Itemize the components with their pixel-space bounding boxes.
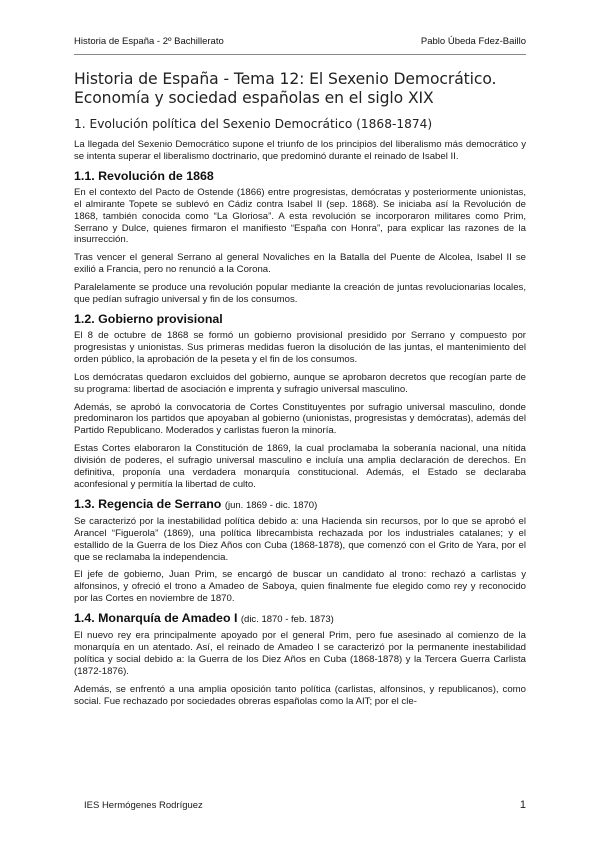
subsection-title: 1.4. Monarquía de Amadeo I <box>74 611 238 626</box>
paragraph: Paralelamente se produce una revolución popular mediante la creación de juntas revolucionarias locales, que pedían sufragio universal y fin de los consumos. <box>74 282 526 306</box>
subsection-heading <box>74 169 526 184</box>
subsection-gobierno-provisional <box>74 312 526 491</box>
footer-school: IES Hermógenes Rodríguez <box>84 800 203 811</box>
paragraph: Además, se enfrentó a una amplia oposición tanto política (carlistas, alfonsinos, y republicanos), como social. Fue rechazado por sociedades obreras españolas como la AIT; por el cle- <box>74 683 526 707</box>
document-body <box>74 70 526 714</box>
subsection-heading <box>74 611 526 627</box>
paragraph: Estas Cortes elaboraron la Constitución de 1869, la cual proclamaba la soberanía nacional, una nítida división de poderes, el sufragio universal masculino e incluía una amplia declaración de derechos. En definitiva, proponía una verdadera monarquía constitucional. Además, el Estado se declaraba aconfesional y permitía la libertad de culto. <box>74 443 526 490</box>
paragraph: El 8 de octubre de 1868 se formó un gobierno provisional presidido por Serrano y compuesto por progresistas y unionistas. Sus primeras medidas fueron la disolución de las juntas, el mantenimiento del orden público, la aprobación de la peseta y el fin de los consumos. <box>74 329 526 365</box>
paragraph: En el contexto del Pacto de Ostende (1866) entre progresistas, demócratas y posteriormente unionistas, el almirante Topete se sublevó en Cádiz contra Isabel II (sep. 1868). Se iniciaba así la Revolución de 1868, también conocida como “La Gloriosa”. A esta revolución se incorporaron militares como Prim, Serrano y Dulce, quienes firmaron el manifiesto “España con Honra”, para explicar las razones de la insurrección. <box>74 186 526 246</box>
subsection-date-range: (dic. 1870 - feb. 1873) <box>240 614 334 626</box>
paragraph: El nuevo rey era principalmente apoyado por el general Prim, pero fue asesinado al comienzo de la monarquía en un atentado. Así, el reinado de Amadeo I se caracterizó por la permanente inestabilidad política y social debido a: la Guerra de los Diez Años en Cuba (1868-1878) y la Tercera Guerra Carlista (1872-1876). <box>74 630 526 677</box>
subsection-regencia-serrano <box>74 497 526 605</box>
section-heading: 1. Evolución política del Sexenio Democrático (1868-1874) <box>74 117 433 131</box>
paragraph: Tras vencer el general Serrano al general Novaliches en la Batalla del Puente de Alcolea, Isabel II se exilió a Francia, pero no renunció a la Corona. <box>74 252 526 276</box>
subsection-amadeo <box>74 611 526 707</box>
subsection-heading <box>74 312 526 327</box>
page-footer <box>74 800 526 814</box>
subsection-title: 1.3. Regencia de Serrano <box>74 496 222 511</box>
page-header <box>74 36 526 50</box>
paragraph: El jefe de gobierno, Juan Prim, se encargó de buscar un candidato al trono: rechazó a carlistas y alfonsinos, y ofreció el trono a Amadeo de Saboya, quien finalmente fue elegido como rey y reconocido por las Cortes en noviembre de 1870. <box>74 569 526 605</box>
section-intro: La llegada del Sexenio Democrático supone el triunfo de los principios del liberalismo más democrático y se intenta superar el liberalismo doctrinario, que predominó durante el reinado de Isabel II. <box>74 139 526 162</box>
paragraph: Se caracterizó por la inestabilidad política debido a: una Hacienda sin recursos, por lo que se aprobó el Arancel “Figuerola” (1869), una política librecambista rechazada por los industriales catalanes; y el estallido de la Guerra de los Diez Años con Cuba (1868-1878), que comenzó con el Grito de Yara, por el que se reclamaba la independencia. <box>74 515 526 563</box>
header-course: Historia de España - 2º Bachillerato <box>74 36 224 47</box>
subsection-title: 1.1. Revolución de 1868 <box>74 168 214 183</box>
header-divider <box>74 54 526 55</box>
subsection-revolucion <box>74 169 526 306</box>
header-author: Pablo Úbeda Fdez-Baillo <box>420 36 526 47</box>
page-number: 1 <box>519 799 526 811</box>
paragraph: Además, se aprobó la convocatoria de Cortes Constituyentes por sufragio universal masculino, donde predominaron los partidos que apoyaban al gobierno (unionistas, progresistas y demócratas), además del Partido Republicano. Moderados y carlistas fueron la minoría. <box>74 401 526 437</box>
subsection-title: 1.2. Gobierno provisional <box>74 311 223 326</box>
subsection-heading <box>74 497 526 513</box>
subsection-date-range: (jun. 1869 - dic. 1870) <box>224 499 318 511</box>
document-title: Historia de España - Tema 12: El Sexenio Democrático. Economía y sociedad españolas en el siglo XIX <box>74 70 497 107</box>
paragraph: Los demócratas quedaron excluidos del gobierno, aunque se aprobaron decretos que recogían parte de su programa: libertad de asociación e imprenta y sufragio universal masculino. <box>74 371 526 395</box>
